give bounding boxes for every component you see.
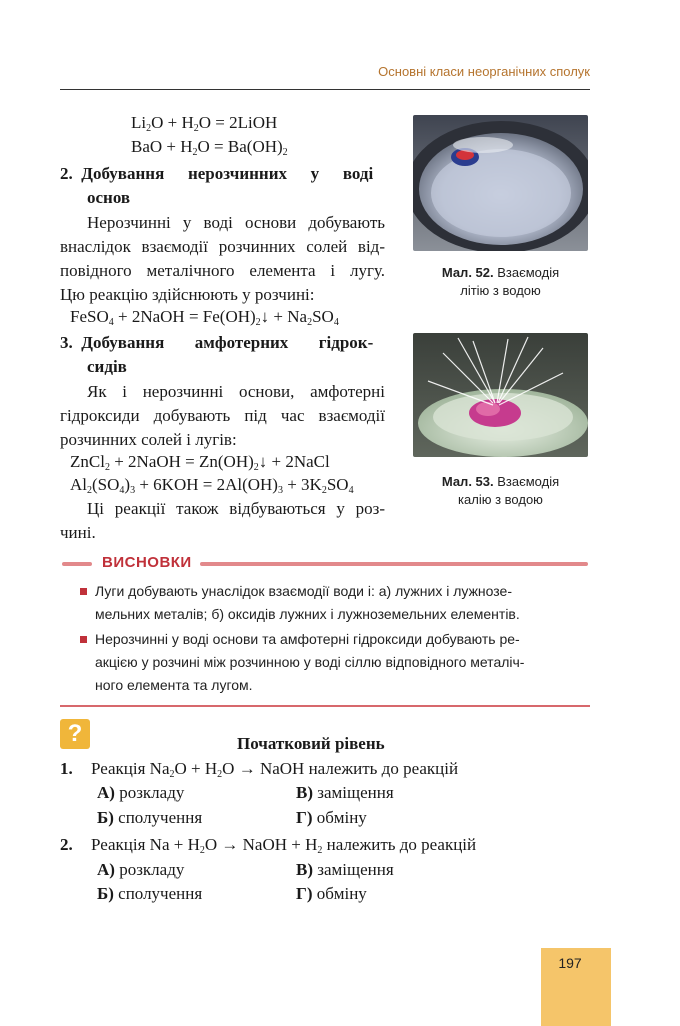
- q2-option-a[interactable]: А) розкладу: [97, 860, 185, 879]
- q1-option-v[interactable]: В) заміщення: [296, 783, 394, 802]
- section-3-closing: Ці реакції також відбуваються у роз- чині.: [60, 499, 385, 542]
- quiz-level-title: Початковий рівень: [237, 734, 385, 753]
- header-rule: [60, 89, 590, 90]
- section-2-heading: 2. Добування нерозчинних у воді основ: [60, 164, 374, 207]
- page-number: 197: [558, 955, 582, 971]
- conclusion-item-1: Луги добувають унаслідок взаємодії води і: а) лужних і лужнозе- мельних металів; б) оксидів лужних і лужноземельних елементів.: [80, 580, 590, 626]
- conclusion-item-2: Нерозчинні у воді основи та амфотерні гідроксиди добувають ре- акцією у розчині між розчинною у воді сіллю відповідного металіч- ного елемента та лугом.: [80, 628, 590, 697]
- bullet-square-icon: [80, 636, 87, 643]
- equation-lithium: $Li_2O + H_2O$ = 2LiOH: [131, 113, 278, 134]
- running-header: Основні класи неорганічних сполук: [378, 64, 590, 79]
- section-3-paragraph: Як і нерозчинні основи, амфотерні гідроксиди добувають під час взаємодії розчинних солей і лугів:: [60, 382, 385, 449]
- equation-iron-hydroxide: FeSO$_4$ + 2NaOH = $Fe(OH)_2↓ + Na_2SO_4$: [70, 307, 339, 328]
- q1-option-g[interactable]: Г) обміну: [296, 808, 367, 827]
- question-2: 2. Реакція $Na + H_2O$ → NaOH + $H_2$ належить до реакцій: [60, 835, 477, 856]
- equation-aluminium-hydroxide: $Al_2(SO_4)_3 + 6KOH = 2Al(OH)_3 + 3K_2SO_4$: [70, 475, 354, 496]
- conclusions-bar-right: [200, 562, 588, 566]
- q2-option-v[interactable]: В) заміщення: [296, 860, 394, 879]
- q2-option-b[interactable]: Б) сполучення: [97, 884, 203, 903]
- section-3-heading: 3. Добування амфотерних гідрок- сидів: [60, 333, 374, 376]
- q1-option-a[interactable]: А) розкладу: [97, 783, 185, 802]
- bullet-square-icon: [80, 588, 87, 595]
- equation-zinc-hydroxide: ZnCl$_2$ + 2NaOH = $Zn(OH)_2↓$ + 2NaCl: [70, 452, 330, 473]
- q1-option-b[interactable]: Б) сполучення: [97, 808, 203, 827]
- q2-option-g[interactable]: Г) обміну: [296, 884, 367, 903]
- photo-lithium-in-water: [413, 115, 588, 251]
- conclusions-bottom-rule: [60, 705, 590, 707]
- question-1: 1. Реакція $Na_2O + H_2O$ → NaOH належить до реакцій: [60, 759, 459, 780]
- conclusions-bar-left: [62, 562, 92, 566]
- equation-barium: BaO + $H_2O = Ba(OH)_2$: [131, 137, 288, 158]
- section-2-paragraph: Нерозчинні у воді основи добувають внаслідок взаємодії розчинних солей від- повідного металічного елемента і лугу. Цю реакцію здійснюють у розчині:: [60, 213, 385, 304]
- caption-figure-52: Мал. 52. Взаємодія літію з водою: [441, 265, 560, 298]
- caption-figure-53: Мал. 53. Взаємодія калію з водою: [441, 474, 560, 507]
- question-mark-icon: ?: [60, 719, 90, 749]
- photo-potassium-in-water: [413, 333, 588, 457]
- conclusions-title: ВИСНОВКИ: [102, 554, 192, 571]
